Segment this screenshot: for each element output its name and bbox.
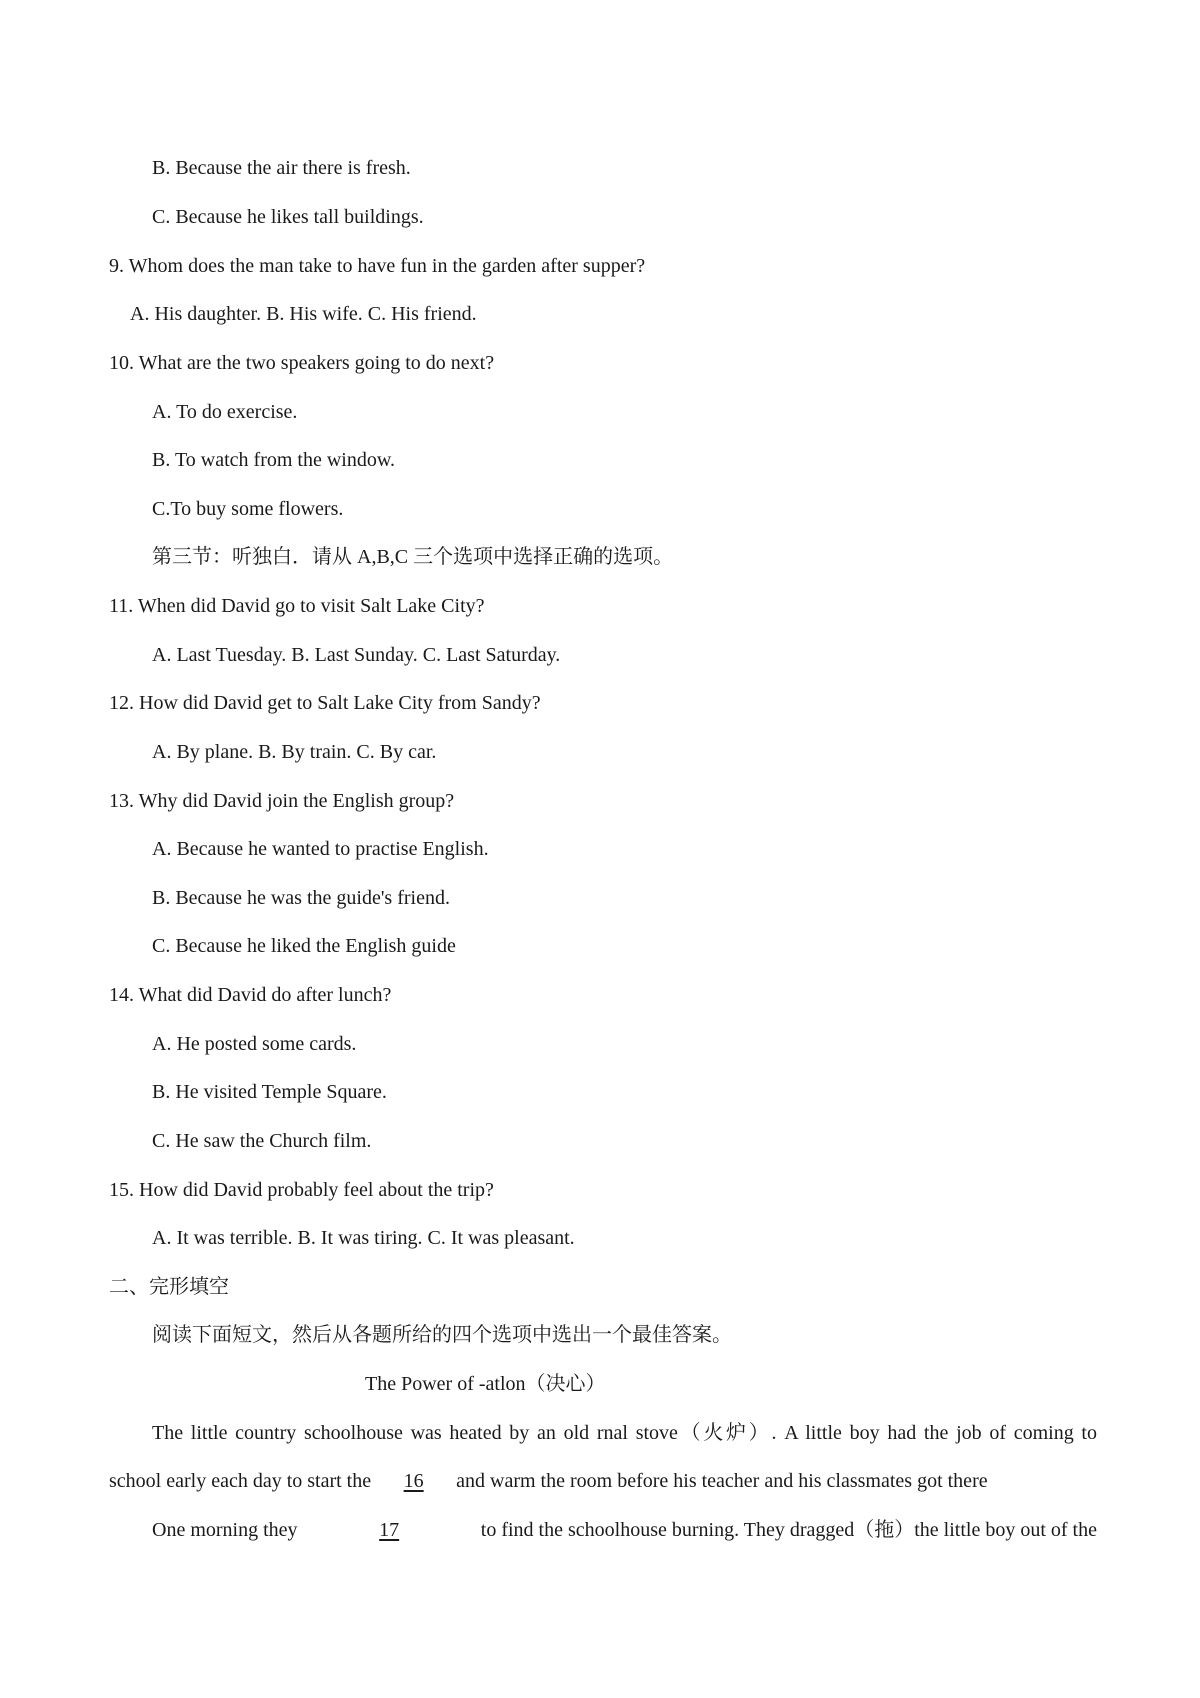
passage-text: to find the schoolhouse burning. They dragged（拖）the little boy out of the	[480, 1519, 1097, 1541]
question-13: 13. Why did David join the English group?	[109, 790, 455, 812]
passage-text: school early each day to start the	[109, 1470, 372, 1492]
option-8b: B. Because the air there is fresh.	[152, 157, 411, 179]
question-9: 9. Whom does the man take to have fun in the garden after supper?	[109, 255, 646, 277]
option-13c: C. Because he liked the English guide	[152, 935, 456, 957]
question-10: 10. What are the two speakers going to do next?	[109, 352, 495, 374]
option-14b: B. He visited Temple Square.	[152, 1081, 387, 1103]
blank-16: 16	[403, 1470, 424, 1492]
option-8c: C. Because he likes tall buildings.	[152, 206, 424, 228]
passage-line-1: The little country schoolhouse was heated by an old rnal stove（火炉）. A little boy had the job of coming to	[152, 1422, 1097, 1444]
question-12: 12. How did David get to Salt Lake City from Sandy?	[109, 692, 541, 714]
option-14c: C. He saw the Church film.	[152, 1130, 372, 1152]
passage-title: The Power of -atlon（决心）	[365, 1373, 606, 1395]
passage-text: One morning they	[152, 1519, 298, 1541]
passage-line-2	[109, 1469, 988, 1493]
option-13b: B. Because he was the guide's friend.	[152, 887, 450, 909]
section-heading-3: 第三节：听独白．请从 A,B,C 三个选项中选择正确的选项。	[152, 546, 674, 568]
option-13a: A. Because he wanted to practise English.	[152, 838, 489, 860]
passage-line-3	[152, 1518, 1097, 1542]
options-11: A. Last Tuesday. B. Last Sunday. C. Last Saturday.	[152, 644, 561, 666]
option-10b: B. To watch from the window.	[152, 449, 396, 471]
blank-17: 17	[379, 1519, 400, 1541]
passage-text: and warm the room before his teacher and his classmates got there	[456, 1470, 988, 1492]
question-15: 15. How did David probably feel about the trip?	[109, 1179, 494, 1201]
option-10a: A. To do exercise.	[152, 401, 298, 423]
options-12: A. By plane. B. By train. C. By car.	[152, 741, 437, 763]
option-14a: A. He posted some cards.	[152, 1033, 357, 1055]
question-14: 14. What did David do after lunch?	[109, 984, 392, 1006]
options-15: A. It was terrible. B. It was tiring. C. It was pleasant.	[152, 1227, 575, 1249]
question-11: 11. When did David go to visit Salt Lake City?	[109, 595, 485, 617]
section-heading-cloze: 二、完形填空	[109, 1276, 229, 1298]
cloze-instructions: 阅读下面短文，然后从各题所给的四个选项中选出一个最佳答案。	[152, 1324, 732, 1346]
option-10c: C.To buy some flowers.	[152, 498, 344, 520]
options-9: A. His daughter. B. His wife. C. His friend.	[130, 303, 477, 325]
